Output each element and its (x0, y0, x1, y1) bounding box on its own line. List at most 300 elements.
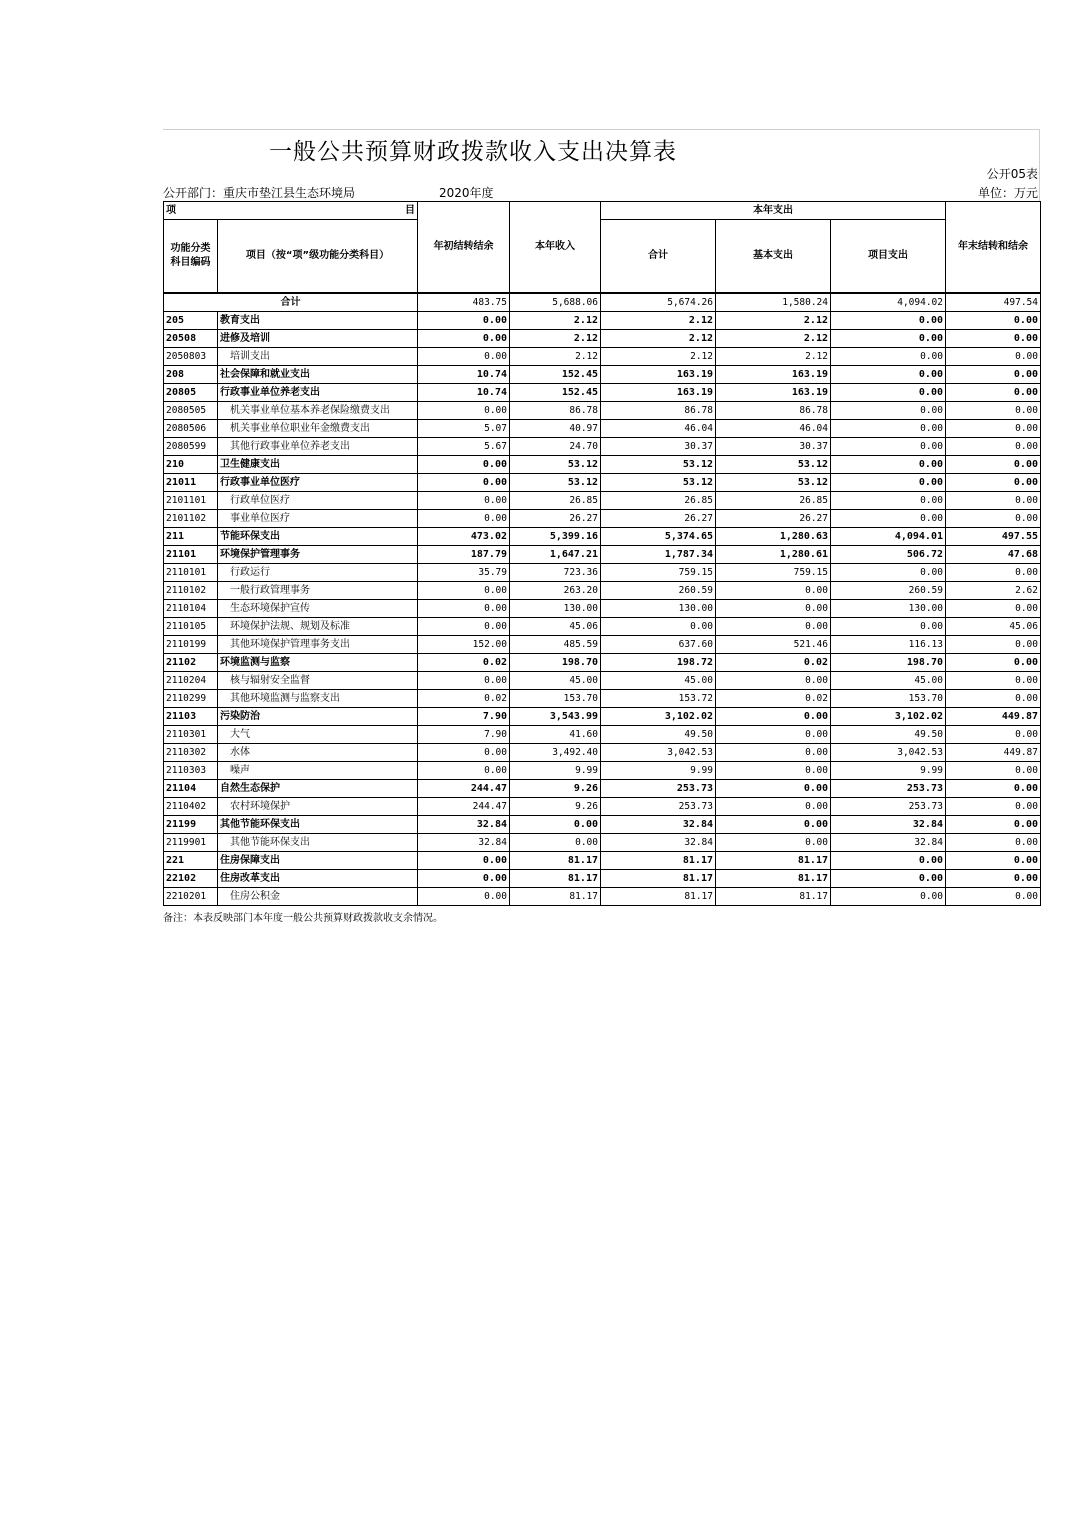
row-name: 其他环境监测与监察支出 (218, 690, 418, 708)
row-income: 198.70 (510, 654, 601, 672)
row-project: 130.00 (831, 600, 946, 618)
table-row (164, 546, 1041, 564)
table-row (164, 528, 1041, 546)
row-project: 0.00 (831, 312, 946, 330)
row-begin-balance: 0.00 (418, 672, 510, 690)
row-expense: 3,102.02 (601, 708, 716, 726)
row-end-balance: 0.00 (946, 564, 1041, 582)
row-basic: 81.17 (716, 852, 831, 870)
row-code: 205 (164, 312, 218, 330)
row-name: 其他行政事业单位养老支出 (218, 438, 418, 456)
row-income: 81.17 (510, 888, 601, 906)
row-name: 培训支出 (218, 348, 418, 366)
row-code: 2080506 (164, 420, 218, 438)
table-row (164, 672, 1041, 690)
row-end-balance: 2.62 (946, 582, 1041, 600)
row-project: 153.70 (831, 690, 946, 708)
row-code: 2080505 (164, 402, 218, 420)
row-begin-balance: 0.00 (418, 402, 510, 420)
row-code: 2110303 (164, 762, 218, 780)
row-income: 81.17 (510, 870, 601, 888)
total-project: 4,094.02 (831, 293, 946, 312)
total-label: 合计 (164, 293, 418, 312)
row-income: 0.00 (510, 834, 601, 852)
row-basic: 2.12 (716, 348, 831, 366)
row-expense: 1,787.34 (601, 546, 716, 564)
table-row (164, 312, 1041, 330)
row-project: 0.00 (831, 330, 946, 348)
row-project: 116.13 (831, 636, 946, 654)
row-income: 130.00 (510, 600, 601, 618)
row-basic: 521.46 (716, 636, 831, 654)
row-name: 住房改革支出 (218, 870, 418, 888)
row-income: 9.99 (510, 762, 601, 780)
row-income: 2.12 (510, 348, 601, 366)
table-row (164, 348, 1041, 366)
row-expense: 81.17 (601, 888, 716, 906)
row-expense: 26.27 (601, 510, 716, 528)
row-name: 其他环境保护管理事务支出 (218, 636, 418, 654)
row-name: 噪声 (218, 762, 418, 780)
row-name: 卫生健康支出 (218, 456, 418, 474)
row-end-balance: 47.68 (946, 546, 1041, 564)
row-code: 21011 (164, 474, 218, 492)
row-code: 2110101 (164, 564, 218, 582)
row-name: 其他节能环保支出 (218, 816, 418, 834)
row-end-balance: 45.06 (946, 618, 1041, 636)
row-project: 0.00 (831, 564, 946, 582)
header-xiang: 项 (166, 204, 176, 216)
row-income: 26.85 (510, 492, 601, 510)
row-project: 0.00 (831, 510, 946, 528)
row-project: 49.50 (831, 726, 946, 744)
row-project: 32.84 (831, 834, 946, 852)
table-row (164, 690, 1041, 708)
row-end-balance: 0.00 (946, 852, 1041, 870)
table-row (164, 852, 1041, 870)
row-expense: 2.12 (601, 348, 716, 366)
row-end-balance: 0.00 (946, 510, 1041, 528)
table-row (164, 870, 1041, 888)
row-code: 2080599 (164, 438, 218, 456)
row-expense: 253.73 (601, 780, 716, 798)
row-name: 自然生态保护 (218, 780, 418, 798)
row-name: 住房公积金 (218, 888, 418, 906)
row-end-balance: 0.00 (946, 600, 1041, 618)
row-project: 0.00 (831, 384, 946, 402)
row-name: 大气 (218, 726, 418, 744)
row-begin-balance: 0.02 (418, 654, 510, 672)
row-basic: 81.17 (716, 888, 831, 906)
row-end-balance: 0.00 (946, 726, 1041, 744)
row-expense: 9.99 (601, 762, 716, 780)
row-expense: 26.85 (601, 492, 716, 510)
table-row (164, 600, 1041, 618)
row-project: 0.00 (831, 366, 946, 384)
row-name: 环境保护管理事务 (218, 546, 418, 564)
row-income: 9.26 (510, 798, 601, 816)
row-project: 253.73 (831, 798, 946, 816)
row-end-balance: 0.00 (946, 312, 1041, 330)
row-basic: 86.78 (716, 402, 831, 420)
right-border (1039, 129, 1040, 201)
row-name: 机关事业单位职业年金缴费支出 (218, 420, 418, 438)
row-code: 21104 (164, 780, 218, 798)
row-end-balance: 0.00 (946, 492, 1041, 510)
row-expense: 53.12 (601, 456, 716, 474)
row-basic: 0.02 (716, 690, 831, 708)
unit-label: 单位：万元 (977, 186, 1038, 200)
row-expense: 130.00 (601, 600, 716, 618)
header-mu: 目 (405, 204, 415, 216)
header-xiang-mu (164, 202, 418, 220)
top-border (163, 129, 1040, 130)
fiscal-year: 2020年度 (439, 186, 494, 200)
row-project: 0.00 (831, 438, 946, 456)
row-begin-balance: 5.07 (418, 420, 510, 438)
row-basic: 0.00 (716, 762, 831, 780)
row-begin-balance: 244.47 (418, 780, 510, 798)
row-name: 事业单位医疗 (218, 510, 418, 528)
row-code: 20508 (164, 330, 218, 348)
row-expense: 2.12 (601, 312, 716, 330)
row-basic: 0.00 (716, 618, 831, 636)
table-row (164, 330, 1041, 348)
table-row (164, 780, 1041, 798)
row-end-balance: 0.00 (946, 672, 1041, 690)
row-income: 485.59 (510, 636, 601, 654)
row-name: 行政事业单位医疗 (218, 474, 418, 492)
row-name: 环境监测与监察 (218, 654, 418, 672)
row-name: 社会保障和就业支出 (218, 366, 418, 384)
row-code: 2110302 (164, 744, 218, 762)
row-income: 41.60 (510, 726, 601, 744)
row-code: 221 (164, 852, 218, 870)
row-code: 2119901 (164, 834, 218, 852)
row-income: 2.12 (510, 312, 601, 330)
header-name: 项目（按“项”级功能分类科目） (218, 220, 418, 294)
row-income: 24.70 (510, 438, 601, 456)
row-income: 40.97 (510, 420, 601, 438)
row-basic: 0.00 (716, 708, 831, 726)
row-income: 53.12 (510, 474, 601, 492)
row-end-balance: 497.55 (946, 528, 1041, 546)
row-income: 26.27 (510, 510, 601, 528)
row-income: 152.45 (510, 366, 601, 384)
row-basic: 0.00 (716, 582, 831, 600)
row-basic: 0.00 (716, 798, 831, 816)
row-expense: 32.84 (601, 834, 716, 852)
row-code: 211 (164, 528, 218, 546)
header-basic: 基本支出 (716, 220, 831, 294)
row-name: 行政事业单位养老支出 (218, 384, 418, 402)
row-end-balance: 0.00 (946, 690, 1041, 708)
table-row (164, 834, 1041, 852)
row-end-balance: 0.00 (946, 636, 1041, 654)
row-basic: 1,280.63 (716, 528, 831, 546)
table-row (164, 420, 1041, 438)
row-code: 2110102 (164, 582, 218, 600)
row-code: 2101102 (164, 510, 218, 528)
row-end-balance: 449.87 (946, 744, 1041, 762)
row-expense: 81.17 (601, 870, 716, 888)
row-code: 210 (164, 456, 218, 474)
row-begin-balance: 10.74 (418, 366, 510, 384)
row-income: 152.45 (510, 384, 601, 402)
row-expense: 153.72 (601, 690, 716, 708)
row-basic: 0.00 (716, 816, 831, 834)
row-expense: 53.12 (601, 474, 716, 492)
table-row (164, 762, 1041, 780)
row-end-balance: 0.00 (946, 654, 1041, 672)
row-project: 3,042.53 (831, 744, 946, 762)
row-basic: 2.12 (716, 312, 831, 330)
row-project: 0.00 (831, 852, 946, 870)
row-code: 2110105 (164, 618, 218, 636)
row-begin-balance: 0.00 (418, 870, 510, 888)
row-project: 0.00 (831, 870, 946, 888)
row-end-balance: 0.00 (946, 366, 1041, 384)
row-income: 263.20 (510, 582, 601, 600)
row-name: 节能环保支出 (218, 528, 418, 546)
row-begin-balance: 0.00 (418, 348, 510, 366)
row-end-balance: 0.00 (946, 798, 1041, 816)
row-begin-balance: 244.47 (418, 798, 510, 816)
row-project: 0.00 (831, 474, 946, 492)
row-code: 2101101 (164, 492, 218, 510)
row-basic: 0.00 (716, 834, 831, 852)
row-code: 2110301 (164, 726, 218, 744)
table-row (164, 366, 1041, 384)
row-name: 农村环境保护 (218, 798, 418, 816)
row-expense: 5,374.65 (601, 528, 716, 546)
row-begin-balance: 187.79 (418, 546, 510, 564)
row-expense: 30.37 (601, 438, 716, 456)
total-income: 5,688.06 (510, 293, 601, 312)
row-begin-balance: 0.00 (418, 330, 510, 348)
row-project: 45.00 (831, 672, 946, 690)
row-code: 2110104 (164, 600, 218, 618)
row-name: 污染防治 (218, 708, 418, 726)
row-begin-balance: 10.74 (418, 384, 510, 402)
row-begin-balance: 0.00 (418, 582, 510, 600)
row-end-balance: 0.00 (946, 402, 1041, 420)
row-project: 506.72 (831, 546, 946, 564)
total-end-balance: 497.54 (946, 293, 1041, 312)
row-project: 260.59 (831, 582, 946, 600)
table-row (164, 816, 1041, 834)
row-name: 教育支出 (218, 312, 418, 330)
row-begin-balance: 0.02 (418, 690, 510, 708)
row-project: 0.00 (831, 492, 946, 510)
row-end-balance: 0.00 (946, 420, 1041, 438)
row-name: 进修及培训 (218, 330, 418, 348)
row-income: 1,647.21 (510, 546, 601, 564)
row-end-balance: 0.00 (946, 780, 1041, 798)
table-row (164, 438, 1041, 456)
row-expense: 49.50 (601, 726, 716, 744)
row-expense: 759.15 (601, 564, 716, 582)
row-code: 2050803 (164, 348, 218, 366)
header-expense-group: 本年支出 (601, 202, 946, 220)
row-project: 0.00 (831, 348, 946, 366)
row-begin-balance: 0.00 (418, 888, 510, 906)
header-income: 本年收入 (510, 202, 601, 294)
row-basic: 26.85 (716, 492, 831, 510)
table-row (164, 798, 1041, 816)
row-name: 水体 (218, 744, 418, 762)
table-row (164, 492, 1041, 510)
table-row (164, 654, 1041, 672)
page-title: 一般公共预算财政拨款收入支出决算表 (269, 139, 677, 165)
header-total: 合计 (601, 220, 716, 294)
row-end-balance: 0.00 (946, 870, 1041, 888)
row-name: 住房保障支出 (218, 852, 418, 870)
header-end-balance: 年末结转和结余 (946, 202, 1041, 294)
row-name: 机关事业单位基本养老保险缴费支出 (218, 402, 418, 420)
row-basic: 0.00 (716, 726, 831, 744)
row-expense: 260.59 (601, 582, 716, 600)
row-end-balance: 0.00 (946, 330, 1041, 348)
row-begin-balance: 473.02 (418, 528, 510, 546)
row-basic: 163.19 (716, 366, 831, 384)
row-code: 21199 (164, 816, 218, 834)
row-begin-balance: 35.79 (418, 564, 510, 582)
table-row (164, 564, 1041, 582)
table-row (164, 402, 1041, 420)
row-begin-balance: 0.00 (418, 456, 510, 474)
table-row (164, 636, 1041, 654)
row-begin-balance: 0.00 (418, 492, 510, 510)
row-basic: 1,280.61 (716, 546, 831, 564)
row-income: 0.00 (510, 816, 601, 834)
row-income: 81.17 (510, 852, 601, 870)
table-row (164, 888, 1041, 906)
row-code: 21102 (164, 654, 218, 672)
row-income: 153.70 (510, 690, 601, 708)
row-basic: 53.12 (716, 474, 831, 492)
row-code: 20805 (164, 384, 218, 402)
row-project: 9.99 (831, 762, 946, 780)
row-end-balance: 0.00 (946, 816, 1041, 834)
row-project: 0.00 (831, 456, 946, 474)
row-basic: 0.02 (716, 654, 831, 672)
row-begin-balance: 152.00 (418, 636, 510, 654)
table-row (164, 474, 1041, 492)
row-expense: 637.60 (601, 636, 716, 654)
row-end-balance: 0.00 (946, 348, 1041, 366)
row-begin-balance: 32.84 (418, 834, 510, 852)
header-begin-balance: 年初结转结余 (418, 202, 510, 294)
row-basic: 0.00 (716, 672, 831, 690)
row-basic: 46.04 (716, 420, 831, 438)
row-name: 行政单位医疗 (218, 492, 418, 510)
table-row (164, 708, 1041, 726)
row-expense: 81.17 (601, 852, 716, 870)
row-income: 723.36 (510, 564, 601, 582)
row-begin-balance: 0.00 (418, 618, 510, 636)
total-expense: 5,674.26 (601, 293, 716, 312)
row-code: 22102 (164, 870, 218, 888)
row-code: 208 (164, 366, 218, 384)
table-row (164, 726, 1041, 744)
row-basic: 759.15 (716, 564, 831, 582)
row-end-balance: 0.00 (946, 456, 1041, 474)
table-row (164, 384, 1041, 402)
total-row (164, 293, 1041, 312)
row-basic: 163.19 (716, 384, 831, 402)
row-expense: 2.12 (601, 330, 716, 348)
row-basic: 30.37 (716, 438, 831, 456)
row-begin-balance: 0.00 (418, 474, 510, 492)
row-begin-balance: 0.00 (418, 744, 510, 762)
row-name: 其他节能环保支出 (218, 834, 418, 852)
row-income: 45.06 (510, 618, 601, 636)
row-end-balance: 0.00 (946, 762, 1041, 780)
row-income: 45.00 (510, 672, 601, 690)
budget-table (163, 201, 1041, 906)
row-name: 生态环境保护宣传 (218, 600, 418, 618)
table-body (164, 293, 1041, 906)
table-row (164, 744, 1041, 762)
table-row (164, 456, 1041, 474)
row-begin-balance: 0.00 (418, 312, 510, 330)
total-basic: 1,580.24 (716, 293, 831, 312)
row-income: 5,399.16 (510, 528, 601, 546)
row-code: 2110204 (164, 672, 218, 690)
row-basic: 26.27 (716, 510, 831, 528)
row-begin-balance: 0.00 (418, 600, 510, 618)
row-begin-balance: 0.00 (418, 510, 510, 528)
footnote: 备注：本表反映部门本年度一般公共预算财政拨款收支余情况。 (163, 913, 443, 924)
row-name: 核与辐射安全监督 (218, 672, 418, 690)
row-basic: 0.00 (716, 780, 831, 798)
row-expense: 0.00 (601, 618, 716, 636)
row-code: 2110299 (164, 690, 218, 708)
row-code: 2110199 (164, 636, 218, 654)
row-begin-balance: 0.00 (418, 762, 510, 780)
row-project: 198.70 (831, 654, 946, 672)
row-project: 32.84 (831, 816, 946, 834)
row-expense: 163.19 (601, 366, 716, 384)
row-project: 0.00 (831, 402, 946, 420)
row-project: 0.00 (831, 888, 946, 906)
row-income: 3,543.99 (510, 708, 601, 726)
row-code: 21103 (164, 708, 218, 726)
row-income: 86.78 (510, 402, 601, 420)
row-code: 21101 (164, 546, 218, 564)
row-end-balance: 0.00 (946, 888, 1041, 906)
row-code: 2210201 (164, 888, 218, 906)
row-expense: 163.19 (601, 384, 716, 402)
row-basic: 0.00 (716, 600, 831, 618)
row-basic: 2.12 (716, 330, 831, 348)
row-income: 2.12 (510, 330, 601, 348)
row-name: 环境保护法规、规划及标准 (218, 618, 418, 636)
row-end-balance: 0.00 (946, 438, 1041, 456)
total-begin-balance: 483.75 (418, 293, 510, 312)
row-end-balance: 0.00 (946, 834, 1041, 852)
row-project: 0.00 (831, 420, 946, 438)
row-begin-balance: 0.00 (418, 852, 510, 870)
row-basic: 0.00 (716, 744, 831, 762)
row-income: 3,492.40 (510, 744, 601, 762)
row-income: 9.26 (510, 780, 601, 798)
header-project: 项目支出 (831, 220, 946, 294)
row-begin-balance: 7.90 (418, 708, 510, 726)
row-expense: 3,042.53 (601, 744, 716, 762)
row-expense: 253.73 (601, 798, 716, 816)
